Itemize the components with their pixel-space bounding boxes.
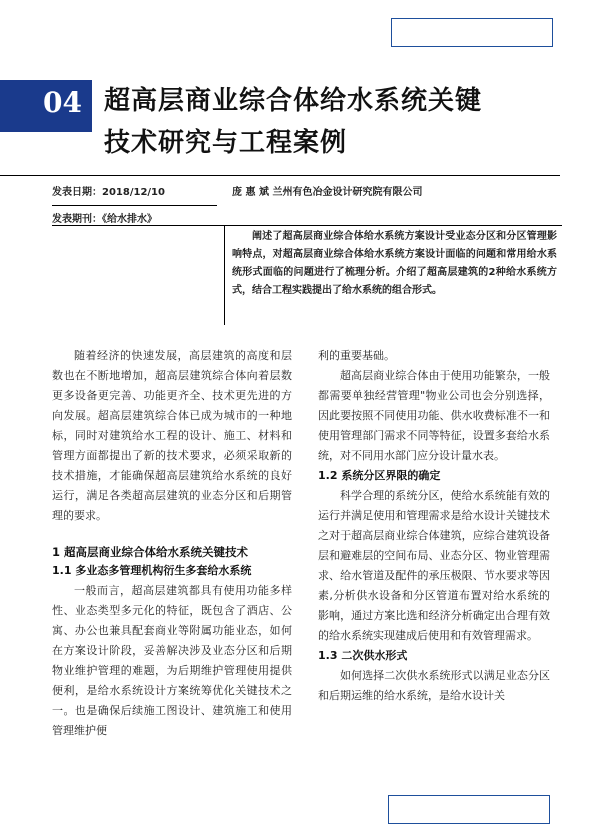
header-divider	[0, 175, 560, 176]
subsection-heading-1-2: 1.2 系统分区界限的确定	[318, 469, 441, 482]
article-title-line-2: 技术研究与工程案例	[104, 128, 348, 158]
section-heading-1: 1 超高层商业综合体给水系统关键技术	[52, 545, 249, 559]
continued-text: 利的重要基础。	[318, 349, 395, 362]
abstract-top-rule	[52, 225, 562, 226]
chapter-number-block	[0, 80, 92, 132]
author-affiliation: 庞 惠 斌 兰州有色冶金设计研究院有限公司	[232, 187, 423, 198]
journal-name: 发表期刊：《给水排水》	[52, 214, 157, 225]
right-column	[318, 346, 550, 706]
meta-divider	[52, 205, 217, 206]
subsection-1-2-paragraph: 科学合理的系统分区，使给水系统能有效的运行并满足使用和管理需求是给水设计关键技术之对于超高层商业综合体建筑，应综合建筑设备层和避难层的空间布局、业态分区、物业管理需求、给水管道及配件的承压极限、节水要求等因素,分析供水设备和分区管道布置对给水系统的影响，通过方案比选和经济分析确定出合理有效的给水系统实现建成后使用和有效管理需求。	[318, 489, 550, 642]
chapter-number: 04	[43, 86, 82, 119]
publish-date: 发表日期：2018/12/10	[52, 187, 165, 198]
header-frame-box	[391, 18, 553, 47]
subsection-1-1-paragraph-2: 超高层商业综合体由于使用功能繁杂，一般都需要单独经营管理"物业公司也会分别选择，因此要按照不同使用功能、供水收费标准不一和使用管理部门需求不同等特征，设置多套给水系统，对不同用水部门应分设计量水表。	[318, 369, 550, 462]
abstract-text: 阐述了超高层商业综合体给水系统方案设计受业态分区和分区管理影响特点，对超高层商业综合体给水系统方案设计面临的问题和常用给水系统形式面临的问题进行了梳理分析。介绍了超高层建筑的2种给水系统方式，结合工程实践提出了给水系统的组合形式。	[232, 231, 557, 296]
subsection-heading-1-3: 1.3 二次供水形式	[318, 649, 408, 662]
article-title	[104, 80, 574, 164]
subsection-1-3-paragraph: 如何选择二次供水系统形式以满足业态分区和后期运维的给水系统，是给水设计关	[318, 669, 550, 702]
left-column	[52, 346, 292, 741]
footer-frame-box	[388, 795, 550, 824]
subsection-heading-1-1: 1.1 多业态多管理机构衍生多套给水系统	[52, 564, 252, 577]
subsection-1-1-paragraph: 一般而言，超高层建筑都具有使用功能多样性、业态类型多元化的特征，既包含了酒店、公寓、办公也兼具配套商业等附属功能业态，如何在方案设计阶段，妥善解决涉及业态分区和后期物业维护管理的难题，为后期维护管理使用提供便利，是给水系统设计方案统筹优化关键技术之一。也是确保后续施工图设计、建筑施工和使用管理维护便	[52, 584, 292, 737]
intro-paragraph: 随着经济的快速发展，高层建筑的高度和层数也在不断地增加，超高层建筑综合体向着层数更多设备更完善、功能更齐全、技术更先进的方向发展。超高层建筑综合体已成为城市的一种地标，同时对建筑给水工程的设计、施工、材料和管理方面都提出了新的技术要求，必须采取新的技术措施，才能确保超高层建筑给水系统的良好运行，满足各类超高层建筑的业态分区和后期管理的要求。	[52, 349, 292, 522]
article-title-line-1: 超高层商业综合体给水系统关键	[104, 86, 483, 116]
abstract-side-rule	[224, 225, 225, 325]
